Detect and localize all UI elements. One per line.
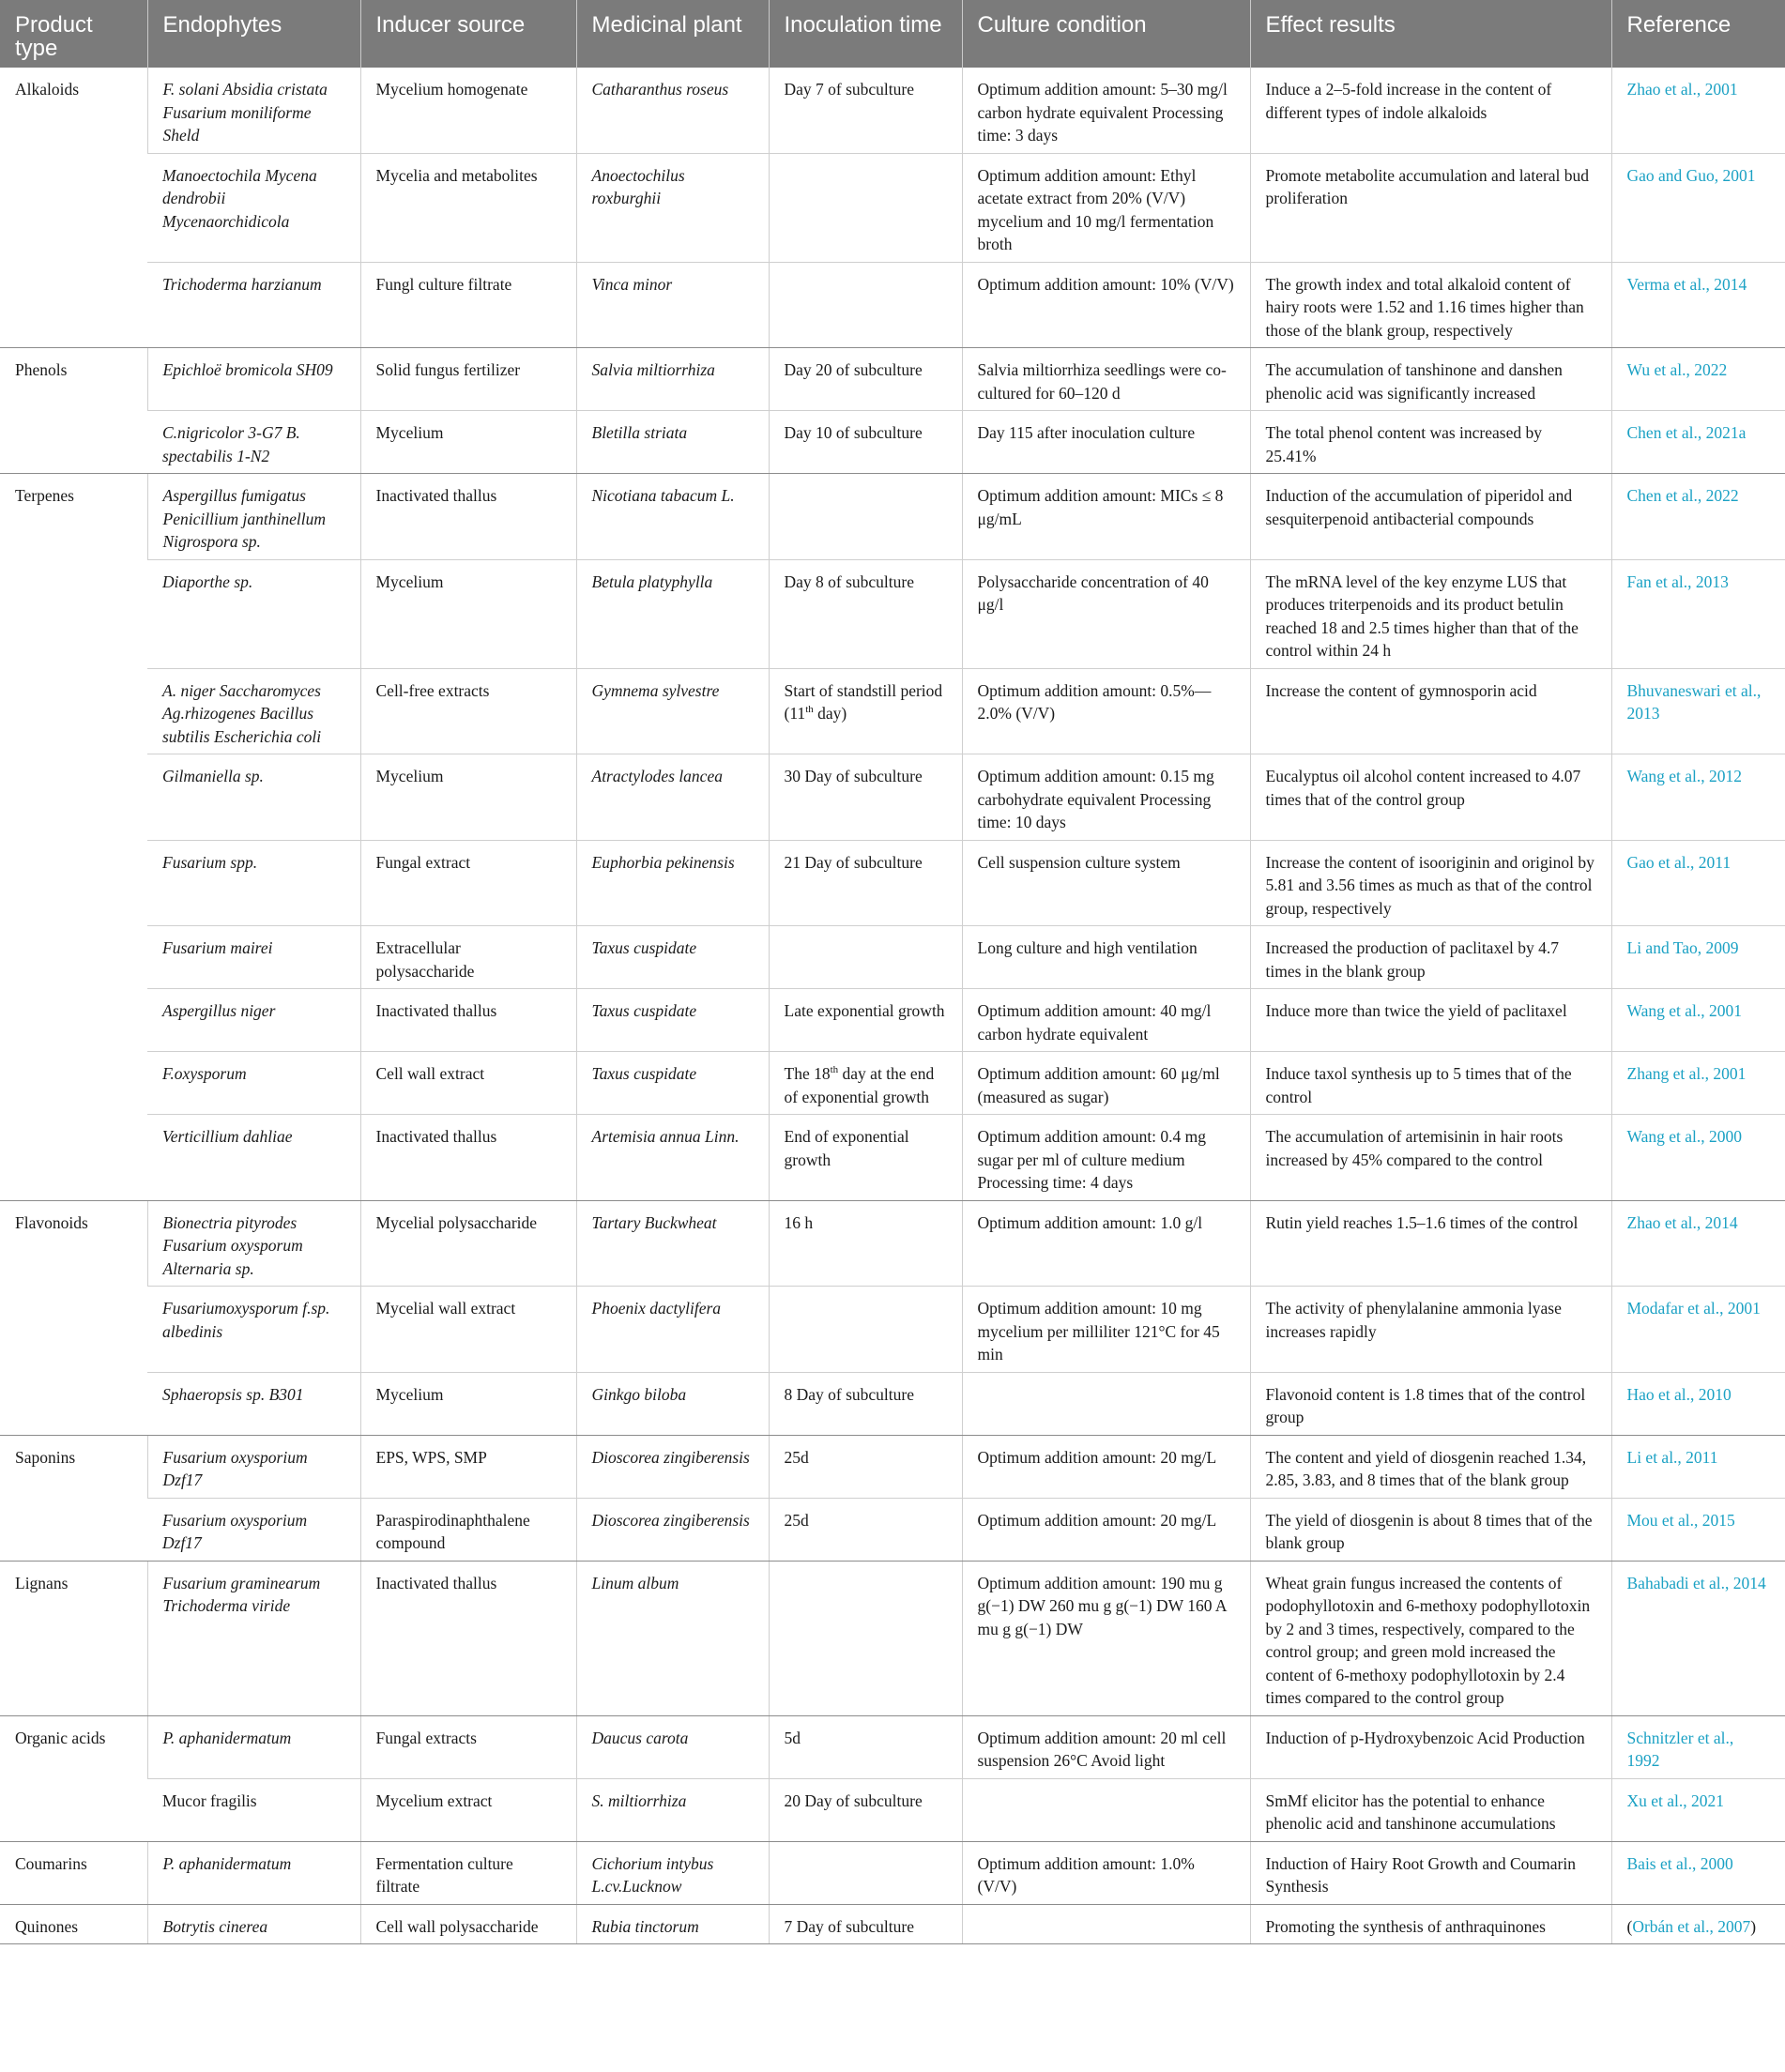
- product-type-cell: Quinones: [0, 1904, 147, 1944]
- reference-link[interactable]: Wang et al., 2001: [1626, 1001, 1743, 1020]
- inoculation-time-cell: 25d: [769, 1498, 962, 1561]
- effect-results-cell: Increase the content of gymnosporin acid: [1250, 668, 1611, 754]
- header-row: [0, 0, 1785, 68]
- medicinal-plant-cell: Dioscorea zingiberensis: [576, 1435, 769, 1498]
- effect-results-cell: The mRNA level of the key enzyme LUS that produces triterpenoids and its product betulin reached 18 and 2.5 times higher than that of the control within 24 h: [1250, 559, 1611, 668]
- effect-results-cell: The content and yield of diosgenin reached 1.34, 2.85, 3.83, and 8 times that of the blank group: [1250, 1435, 1611, 1498]
- inducer-source-cell: Solid fungus fertilizer: [360, 348, 576, 411]
- culture-condition-cell: Optimum addition amount: 10 mg mycelium per milliliter 121°C for 45 min: [962, 1287, 1250, 1373]
- table-row: [0, 559, 1785, 668]
- inoculation-time-text: Start of standstill period (11: [784, 680, 943, 723]
- endophytes-cell: Epichloë bromicola SH09: [147, 348, 360, 411]
- ordinal-suffix: th: [805, 704, 814, 716]
- culture-condition-cell: Optimum addition amount: 1.0 g/l: [962, 1200, 1250, 1287]
- reference-link[interactable]: Verma et al., 2014: [1626, 274, 1747, 294]
- reference-paren-open: (: [1626, 1916, 1633, 1936]
- medicinal-plant-cell: Gymnema sylvestre: [576, 668, 769, 754]
- inoculation-time-cell: [769, 1561, 962, 1715]
- endophytes-cell: A. niger Saccharomyces Ag.rhizogenes Bacillus subtilis Escherichia coli: [147, 668, 360, 754]
- inducer-source-cell: Inactivated thallus: [360, 474, 576, 560]
- inoculation-time-cell: [769, 262, 962, 348]
- effect-results-cell: The growth index and total alkaloid content of hairy roots were 1.52 and 1.16 times higher than those of the blank group, respectively: [1250, 262, 1611, 348]
- endophytes-cell: Verticillium dahliae: [147, 1115, 360, 1201]
- inducer-source-cell: EPS, WPS, SMP: [360, 1435, 576, 1498]
- effect-results-cell: Induction of Hairy Root Growth and Coumarin Synthesis: [1250, 1841, 1611, 1904]
- culture-condition-cell: Optimum addition amount: 20 ml cell suspension 26°C Avoid light: [962, 1715, 1250, 1778]
- inducer-source-cell: Mycelium extract: [360, 1778, 576, 1841]
- culture-condition-cell: Optimum addition amount: 0.15 mg carbohydrate equivalent Processing time: 10 days: [962, 754, 1250, 841]
- table-row: [0, 474, 1785, 560]
- endophytes-cell: Trichoderma harzianum: [147, 262, 360, 348]
- culture-condition-cell: Optimum addition amount: 5–30 mg/l carbon hydrate equivalent Processing time: 3 days: [962, 68, 1250, 153]
- inoculation-time-text-rest: day at the end of exponential growth: [784, 1064, 935, 1106]
- reference-cell: [1611, 754, 1785, 841]
- header-endophytes: Endophytes: [147, 0, 360, 68]
- reference-cell: [1611, 153, 1785, 262]
- medicinal-plant-cell: Bletilla striata: [576, 411, 769, 474]
- table-row: [0, 1561, 1785, 1715]
- reference-link[interactable]: Wu et al., 2022: [1626, 360, 1728, 379]
- endophytes-cell: Fusarium graminearum Trichoderma viride: [147, 1561, 360, 1715]
- inducer-source-cell: Fungal extracts: [360, 1715, 576, 1778]
- inducer-source-cell: Inactivated thallus: [360, 1115, 576, 1201]
- reference-paren-close: ): [1750, 1916, 1757, 1936]
- culture-condition-cell: Optimum addition amount: 40 mg/l carbon hydrate equivalent: [962, 989, 1250, 1052]
- inoculation-time-cell: End of exponential growth: [769, 1115, 962, 1201]
- reference-cell: [1611, 1115, 1785, 1201]
- reference-cell: [1611, 68, 1785, 153]
- medicinal-plant-cell: Artemisia annua Linn.: [576, 1115, 769, 1201]
- endophytes-cell: F.oxysporum: [147, 1052, 360, 1115]
- endophytes-cell: Sphaeropsis sp. B301: [147, 1372, 360, 1435]
- effect-results-cell: Induction of p-Hydroxybenzoic Acid Production: [1250, 1715, 1611, 1778]
- product-type-cell: Phenols: [0, 348, 147, 474]
- reference-link[interactable]: Zhao et al., 2001: [1626, 80, 1738, 99]
- reference-cell: [1611, 1715, 1785, 1778]
- inoculation-time-cell: 5d: [769, 1715, 962, 1778]
- reference-cell: [1611, 474, 1785, 560]
- culture-condition-cell: Optimum addition amount: 0.5%—2.0% (V/V): [962, 668, 1250, 754]
- table-row: [0, 1115, 1785, 1201]
- effect-results-cell: The total phenol content was increased by 25.41%: [1250, 411, 1611, 474]
- medicinal-plant-cell: Dioscorea zingiberensis: [576, 1498, 769, 1561]
- effect-results-cell: Induce a 2–5-fold increase in the content of different types of indole alkaloids: [1250, 68, 1611, 153]
- medicinal-plant-cell: Taxus cuspidate: [576, 926, 769, 989]
- endophytes-cell: Aspergillus niger: [147, 989, 360, 1052]
- effect-results-cell: Induction of the accumulation of piperidol and sesquiterpenoid antibacterial compounds: [1250, 474, 1611, 560]
- inducer-source-cell: Mycelium: [360, 559, 576, 668]
- table-row: [0, 1841, 1785, 1904]
- header-effect-results: Effect results: [1250, 0, 1611, 68]
- reference-cell: [1611, 668, 1785, 754]
- effect-results-cell: Induce more than twice the yield of paclitaxel: [1250, 989, 1611, 1052]
- inducer-source-cell: Mycelia and metabolites: [360, 153, 576, 262]
- inoculation-time-cell: 7 Day of subculture: [769, 1904, 962, 1944]
- reference-cell: [1611, 1200, 1785, 1287]
- product-type-cell: Coumarins: [0, 1841, 147, 1904]
- reference-link[interactable]: Gao et al., 2011: [1626, 852, 1732, 872]
- culture-condition-cell: Long culture and high ventilation: [962, 926, 1250, 989]
- table-row: [0, 1498, 1785, 1561]
- product-type-cell: Saponins: [0, 1435, 147, 1561]
- table-row: [0, 68, 1785, 153]
- medicinal-plant-cell: Cichorium intybus L.cv.Lucknow: [576, 1841, 769, 1904]
- table-row: [0, 989, 1785, 1052]
- reference-link[interactable]: Mou et al., 2015: [1626, 1510, 1735, 1530]
- inducer-source-cell: Mycelium: [360, 754, 576, 841]
- endophytes-cell: Aspergillus fumigatus Penicillium janthinellum Nigrospora sp.: [147, 474, 360, 560]
- reference-link[interactable]: Chen et al., 2021a: [1626, 423, 1747, 442]
- effect-results-cell: Eucalyptus oil alcohol content increased to 4.07 times that of the control group: [1250, 754, 1611, 841]
- reference-link[interactable]: Gao and Guo, 2001: [1626, 165, 1756, 185]
- table-row: [0, 1778, 1785, 1841]
- table-row: [0, 668, 1785, 754]
- product-type-cell: Lignans: [0, 1561, 147, 1715]
- inducer-source-cell: Mycelial wall extract: [360, 1287, 576, 1373]
- inducer-source-cell: Fermentation culture filtrate: [360, 1841, 576, 1904]
- table-row: [0, 1372, 1785, 1435]
- table-row: [0, 1435, 1785, 1498]
- header-medicinal-plant: Medicinal plant: [576, 0, 769, 68]
- effect-results-cell: The accumulation of artemisinin in hair roots increased by 45% compared to the control: [1250, 1115, 1611, 1201]
- endophytes-cell: C.nigricolor 3-G7 B. spectabilis 1-N2: [147, 411, 360, 474]
- medicinal-plant-cell: Anoectochilus roxburghii: [576, 153, 769, 262]
- medicinal-plant-cell: Linum album: [576, 1561, 769, 1715]
- table-row: [0, 1287, 1785, 1373]
- table-row: [0, 262, 1785, 348]
- reference-link[interactable]: Schnitzler et al., 1992: [1626, 1728, 1734, 1770]
- table-row: [0, 1052, 1785, 1115]
- product-type-cell: Flavonoids: [0, 1200, 147, 1435]
- medicinal-plant-cell: Ginkgo biloba: [576, 1372, 769, 1435]
- inoculation-time-cell: [769, 474, 962, 560]
- reference-cell: [1611, 989, 1785, 1052]
- endophytes-cell: Fusarium oxysporium Dzf17: [147, 1498, 360, 1561]
- inoculation-time-cell: 25d: [769, 1435, 962, 1498]
- medicinal-plant-cell: Taxus cuspidate: [576, 989, 769, 1052]
- endophytes-cell: Manoectochila Mycena dendrobii Mycenaorchidicola: [147, 153, 360, 262]
- reference-link[interactable]: Li et al., 2011: [1626, 1447, 1718, 1467]
- reference-cell: [1611, 1287, 1785, 1373]
- medicinal-plant-cell: Betula platyphylla: [576, 559, 769, 668]
- reference-link[interactable]: Bhuvaneswari et al., 2013: [1626, 680, 1762, 723]
- reference-cell: [1611, 926, 1785, 989]
- table-row: [0, 840, 1785, 926]
- reference-cell: [1611, 1561, 1785, 1715]
- culture-condition-cell: Optimum addition amount: 20 mg/L: [962, 1498, 1250, 1561]
- header-inoculation-time: Inoculation time: [769, 0, 962, 68]
- reference-cell: [1611, 348, 1785, 411]
- inoculation-time-cell: 30 Day of subculture: [769, 754, 962, 841]
- endophytes-cell: P. aphanidermatum: [147, 1841, 360, 1904]
- endophytes-cell: F. solani Absidia cristata Fusarium moniliforme Sheld: [147, 68, 360, 153]
- header-reference: Reference: [1611, 0, 1785, 68]
- reference-link[interactable]: Xu et al., 2021: [1626, 1790, 1725, 1810]
- medicinal-plant-cell: Salvia miltiorrhiza: [576, 348, 769, 411]
- inoculation-time-cell: [769, 153, 962, 262]
- reference-cell: [1611, 559, 1785, 668]
- reference-cell: [1611, 1841, 1785, 1904]
- table-row: [0, 153, 1785, 262]
- effect-results-cell: The yield of diosgenin is about 8 times that of the blank group: [1250, 1498, 1611, 1561]
- medicinal-plant-cell: Rubia tinctorum: [576, 1904, 769, 1944]
- inoculation-time-cell: 20 Day of subculture: [769, 1778, 962, 1841]
- header-culture-condition: Culture condition: [962, 0, 1250, 68]
- inducer-source-cell: Fungal extract: [360, 840, 576, 926]
- culture-condition-cell: Day 115 after inoculation culture: [962, 411, 1250, 474]
- inoculation-time-text-rest: day): [813, 704, 847, 723]
- culture-condition-cell: Optimum addition amount: 190 mu g g(−1) DW 260 mu g g(−1) DW 160 A mu g g(−1) DW: [962, 1561, 1250, 1715]
- endophytes-cell: Fusarium oxysporium Dzf17: [147, 1435, 360, 1498]
- inoculation-time-cell: [769, 926, 962, 989]
- culture-condition-cell: [962, 1778, 1250, 1841]
- inducer-source-cell: Mycelium homogenate: [360, 68, 576, 153]
- inoculation-time-cell: Late exponential growth: [769, 989, 962, 1052]
- inducer-source-cell: Mycelium: [360, 1372, 576, 1435]
- effect-results-cell: Flavonoid content is 1.8 times that of the control group: [1250, 1372, 1611, 1435]
- reference-cell: [1611, 840, 1785, 926]
- reference-link[interactable]: Li and Tao, 2009: [1626, 938, 1739, 957]
- culture-condition-cell: Cell suspension culture system: [962, 840, 1250, 926]
- inducer-source-cell: Fungl culture filtrate: [360, 262, 576, 348]
- reference-cell: [1611, 1778, 1785, 1841]
- table-row: [0, 754, 1785, 841]
- reference-link[interactable]: Wang et al., 2012: [1626, 767, 1743, 785]
- endophytes-cell: Gilmaniella sp.: [147, 754, 360, 841]
- inoculation-time-cell: [769, 1287, 962, 1373]
- culture-condition-cell: [962, 1372, 1250, 1435]
- endophytes-cell: Bionectria pityrodes Fusarium oxysporum Alternaria sp.: [147, 1200, 360, 1287]
- table-row: [0, 348, 1785, 411]
- table-body: [0, 68, 1785, 1944]
- ordinal-suffix: th: [830, 1064, 839, 1076]
- inducer-source-cell: Inactivated thallus: [360, 989, 576, 1052]
- inducer-source-cell: Mycelium: [360, 411, 576, 474]
- inducer-source-cell: Extracellular polysaccharide: [360, 926, 576, 989]
- effect-results-cell: Increase the content of isooriginin and originol by 5.81 and 3.56 times as much as that of the control group, respectively: [1250, 840, 1611, 926]
- medicinal-plant-cell: Daucus carota: [576, 1715, 769, 1778]
- culture-condition-cell: Optimum addition amount: 0.4 mg sugar per ml of culture medium Processing time: 4 days: [962, 1115, 1250, 1201]
- medicinal-plant-cell: Nicotiana tabacum L.: [576, 474, 769, 560]
- culture-condition-cell: Optimum addition amount: 60 μg/ml (measured as sugar): [962, 1052, 1250, 1115]
- medicinal-plant-cell: S. miltiorrhiza: [576, 1778, 769, 1841]
- reference-link[interactable]: Orbán et al., 2007: [1632, 1916, 1751, 1936]
- culture-condition-cell: Optimum addition amount: 1.0% (V/V): [962, 1841, 1250, 1904]
- inducer-source-cell: Mycelial polysaccharide: [360, 1200, 576, 1287]
- table-row: [0, 1715, 1785, 1778]
- product-type-cell: Organic acids: [0, 1715, 147, 1841]
- table-row: [0, 1904, 1785, 1944]
- medicinal-plant-cell: Catharanthus roseus: [576, 68, 769, 153]
- medicinal-plant-cell: Vinca minor: [576, 262, 769, 348]
- medicinal-plant-cell: Euphorbia pekinensis: [576, 840, 769, 926]
- medicinal-plant-cell: Tartary Buckwheat: [576, 1200, 769, 1287]
- reference-link[interactable]: Fan et al., 2013: [1626, 571, 1729, 591]
- inducer-source-cell: Cell wall polysaccharide: [360, 1904, 576, 1944]
- inoculation-time-cell: Day 7 of subculture: [769, 68, 962, 153]
- reference-link[interactable]: Bahabadi et al., 2014: [1626, 1573, 1766, 1592]
- header-inducer-source: Inducer source: [360, 0, 576, 68]
- reference-cell: [1611, 1372, 1785, 1435]
- reference-cell: [1611, 1498, 1785, 1561]
- reference-cell: [1611, 1904, 1785, 1944]
- endophytes-cell: Fusarium spp.: [147, 840, 360, 926]
- endophytes-cell: Diaporthe sp.: [147, 559, 360, 668]
- culture-condition-cell: Polysaccharide concentration of 40 μg/l: [962, 559, 1250, 668]
- culture-condition-cell: Optimum addition amount: MICs ≤ 8 μg/mL: [962, 474, 1250, 560]
- inoculation-time-cell: 8 Day of subculture: [769, 1372, 962, 1435]
- inoculation-time-cell: Day 20 of subculture: [769, 348, 962, 411]
- inoculation-time-cell: [769, 1841, 962, 1904]
- effect-results-cell: Promote metabolite accumulation and lateral bud proliferation: [1250, 153, 1611, 262]
- reference-link[interactable]: Modafar et al., 2001: [1626, 1299, 1761, 1318]
- effect-results-cell: Induce taxol synthesis up to 5 times that of the control: [1250, 1052, 1611, 1115]
- inducer-source-cell: Paraspirodinaphthalene compound: [360, 1498, 576, 1561]
- reference-cell: [1611, 1435, 1785, 1498]
- effect-results-cell: The accumulation of tanshinone and danshen phenolic acid was significantly increased: [1250, 348, 1611, 411]
- medicinal-plant-cell: Taxus cuspidate: [576, 1052, 769, 1115]
- endophytes-cell: Fusariumoxysporum f.sp. albedinis: [147, 1287, 360, 1373]
- table-row: [0, 926, 1785, 989]
- table-row: [0, 1200, 1785, 1287]
- product-type-cell: Alkaloids: [0, 68, 147, 348]
- culture-condition-cell: [962, 1904, 1250, 1944]
- effect-results-cell: SmMf elicitor has the potential to enhance phenolic acid and tanshinone accumulations: [1250, 1778, 1611, 1841]
- culture-condition-cell: Optimum addition amount: Ethyl acetate extract from 20% (V/V) mycelium and 10 mg/l fermentation broth: [962, 153, 1250, 262]
- culture-condition-cell: Optimum addition amount: 20 mg/L: [962, 1435, 1250, 1498]
- effect-results-cell: Increased the production of paclitaxel by 4.7 times in the blank group: [1250, 926, 1611, 989]
- inoculation-time-cell: [769, 1052, 962, 1115]
- reference-link[interactable]: Chen et al., 2022: [1626, 486, 1739, 505]
- reference-link[interactable]: Bais et al., 2000: [1626, 1853, 1733, 1873]
- reference-cell: [1611, 1052, 1785, 1115]
- medicinal-plant-cell: Phoenix dactylifera: [576, 1287, 769, 1373]
- endophytes-cell: Mucor fragilis: [147, 1778, 360, 1841]
- inoculation-time-cell: 21 Day of subculture: [769, 840, 962, 926]
- effect-results-cell: The activity of phenylalanine ammonia lyase increases rapidly: [1250, 1287, 1611, 1373]
- inoculation-time-cell: Day 8 of subculture: [769, 559, 962, 668]
- reference-link[interactable]: Hao et al., 2010: [1626, 1384, 1732, 1404]
- medicinal-plant-cell: Atractylodes lancea: [576, 754, 769, 841]
- endophytes-cell: Botrytis cinerea: [147, 1904, 360, 1944]
- inducer-source-cell: Inactivated thallus: [360, 1561, 576, 1715]
- table-row: [0, 411, 1785, 474]
- header-product-type: Product type: [0, 0, 147, 68]
- inducer-source-cell: Cell-free extracts: [360, 668, 576, 754]
- reference-cell: [1611, 411, 1785, 474]
- inoculation-time-cell: [769, 668, 962, 754]
- endophytes-cell: Fusarium mairei: [147, 926, 360, 989]
- inoculation-time-cell: Day 10 of subculture: [769, 411, 962, 474]
- culture-condition-cell: Salvia miltiorrhiza seedlings were co-cultured for 60–120 d: [962, 348, 1250, 411]
- effect-results-cell: Wheat grain fungus increased the contents of podophyllotoxin and 6-methoxy podophyllotoxin by 2 and 3 times, respectively, compared to the control group; and green mold increased the content of 6-methoxy podophyllotoxin by 2.4 times compared to the control group: [1250, 1561, 1611, 1715]
- product-type-cell: Terpenes: [0, 474, 147, 1201]
- inoculation-time-cell: 16 h: [769, 1200, 962, 1287]
- inducer-source-cell: Cell wall extract: [360, 1052, 576, 1115]
- effect-results-cell: Rutin yield reaches 1.5–1.6 times of the control: [1250, 1200, 1611, 1287]
- inoculation-time-text: The 18: [784, 1064, 831, 1083]
- reference-link[interactable]: Zhao et al., 2014: [1626, 1212, 1738, 1232]
- effect-results-cell: Promoting the synthesis of anthraquinones: [1250, 1904, 1611, 1944]
- endophytes-cell: P. aphanidermatum: [147, 1715, 360, 1778]
- reference-link[interactable]: Zhang et al., 2001: [1626, 1064, 1747, 1083]
- reference-link[interactable]: Wang et al., 2000: [1626, 1127, 1743, 1146]
- culture-condition-cell: Optimum addition amount: 10% (V/V): [962, 262, 1250, 348]
- reference-cell: [1611, 262, 1785, 348]
